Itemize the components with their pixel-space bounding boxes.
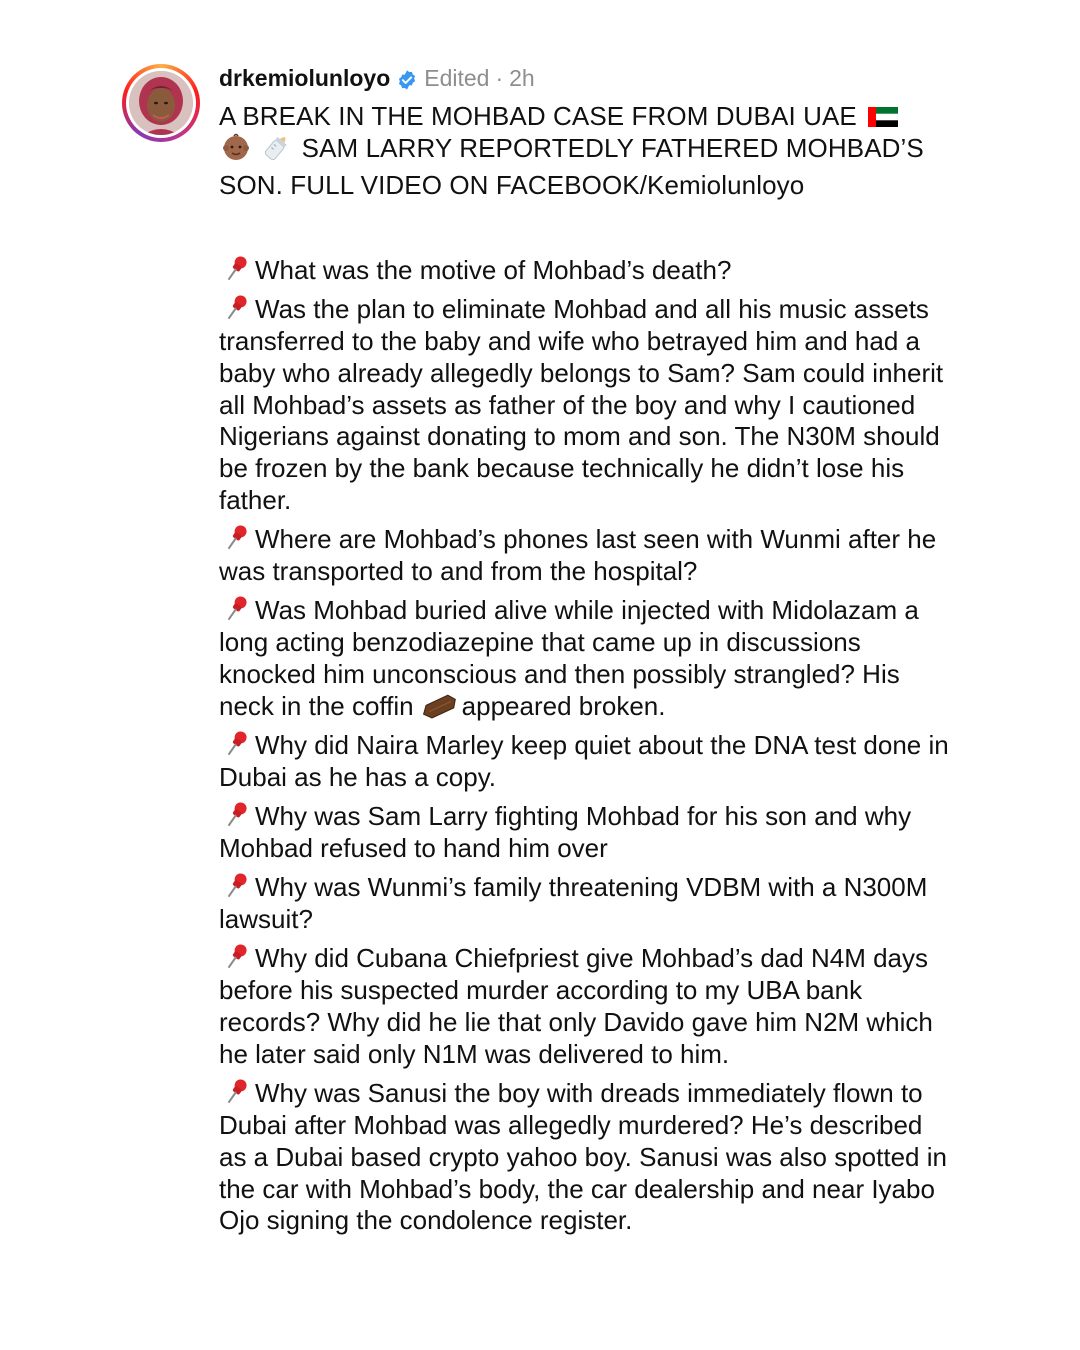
baby-bottle-icon: [260, 132, 294, 169]
list-item: [219, 255, 949, 287]
list-item-text: What was the motive of Mohbad’s death?: [255, 255, 732, 285]
list-item-text: Why did Naira Marley keep quiet about the DNA test done in Dubai as he has a copy.: [219, 730, 949, 792]
verified-badge-icon: [396, 67, 418, 89]
list-item-text: Was the plan to eliminate Mohbad and all his music assets transferred to the baby and wife who betrayed him and had a baby who already allegedly belongs to Sam? Sam could inherit all Mohbad’s assets as father of the boy and why I cautioned Nigerians against donating to mom and son. The N30M should be frozen by the bank because technically he didn’t lose his father.: [219, 294, 944, 516]
pushpin-icon: [219, 595, 253, 623]
baby-icon: [219, 132, 253, 169]
list-item: [219, 801, 949, 865]
list-item-text: Where are Mohbad’s phones last seen with Wunmi after he was transported to and from the hospital?: [219, 524, 937, 587]
post-header: [219, 62, 949, 94]
list-item: [219, 730, 949, 794]
uae-flag-icon: [868, 102, 898, 122]
post-caption: [219, 100, 949, 201]
list-item-text: Why was Sanusi the boy with dreads immediately flown to Dubai after Mohbad was allegedly murdered? He’s described as a Dubai based crypto yahoo boy. Sanusi was also spotted in the car with Mohbad’s body, the car dealership and near Iyabo Ojo signing the condolence register.: [219, 1078, 947, 1236]
list-item-text: Why was Sam Larry fighting Mohbad for his son and why Mohbad refused to hand him over: [219, 801, 912, 864]
list-item: [219, 595, 949, 722]
caption-title-line2: SAM LARRY REPORTEDLY FATHERED MOHBAD’S SON. FULL VIDEO ON FACEBOOK/Kemiolunloyo: [219, 133, 924, 200]
username-link[interactable]: drkemiolunloyo: [219, 65, 391, 91]
caption-title-line1: A BREAK IN THE MOHBAD CASE FROM DUBAI UAE: [219, 101, 857, 131]
pushpin-icon: [219, 255, 253, 283]
list-item-text-after: appeared broken.: [461, 690, 666, 721]
pushpin-icon: [219, 872, 253, 900]
list-item: [219, 943, 949, 1070]
list-item: [219, 1078, 949, 1237]
avatar-photo: [129, 71, 193, 135]
edited-label: Edited: [424, 65, 490, 91]
pushpin-icon: [219, 730, 253, 758]
meta-separator: ·: [495, 65, 504, 91]
avatar-ring-gap: [126, 68, 196, 138]
post-content: [219, 62, 949, 1245]
list-item-text: Was Mohbad buried alive while injected with Midolazam a long acting benzodiazepine that came up in discussions knocked him unconscious and then possibly strangled? His neck in the coffin: [219, 595, 919, 721]
list-item-text: Why did Cubana Chiefpriest give Mohbad’s dad N4M days before his suspected murder according to my UBA bank records? Why did he lie that only Davido gave him N2M which he later said only N1M was delivered to him.: [219, 943, 933, 1069]
list-item: [219, 294, 949, 517]
pushpin-icon: [219, 1078, 253, 1106]
list-item: [219, 524, 949, 588]
post-timestamp[interactable]: 2h: [509, 65, 535, 91]
pushpin-icon: [219, 294, 253, 322]
pushpin-icon: [219, 943, 253, 971]
pushpin-icon: [219, 524, 253, 552]
pushpin-icon: [219, 801, 253, 829]
list-item: [219, 872, 949, 936]
caption-spacer: [219, 201, 949, 255]
coffin-icon: [418, 694, 460, 720]
list-item-text: Why was Wunmi’s family threatening VDBM with a N300M lawsuit?: [219, 872, 928, 935]
profile-avatar[interactable]: [122, 64, 200, 142]
